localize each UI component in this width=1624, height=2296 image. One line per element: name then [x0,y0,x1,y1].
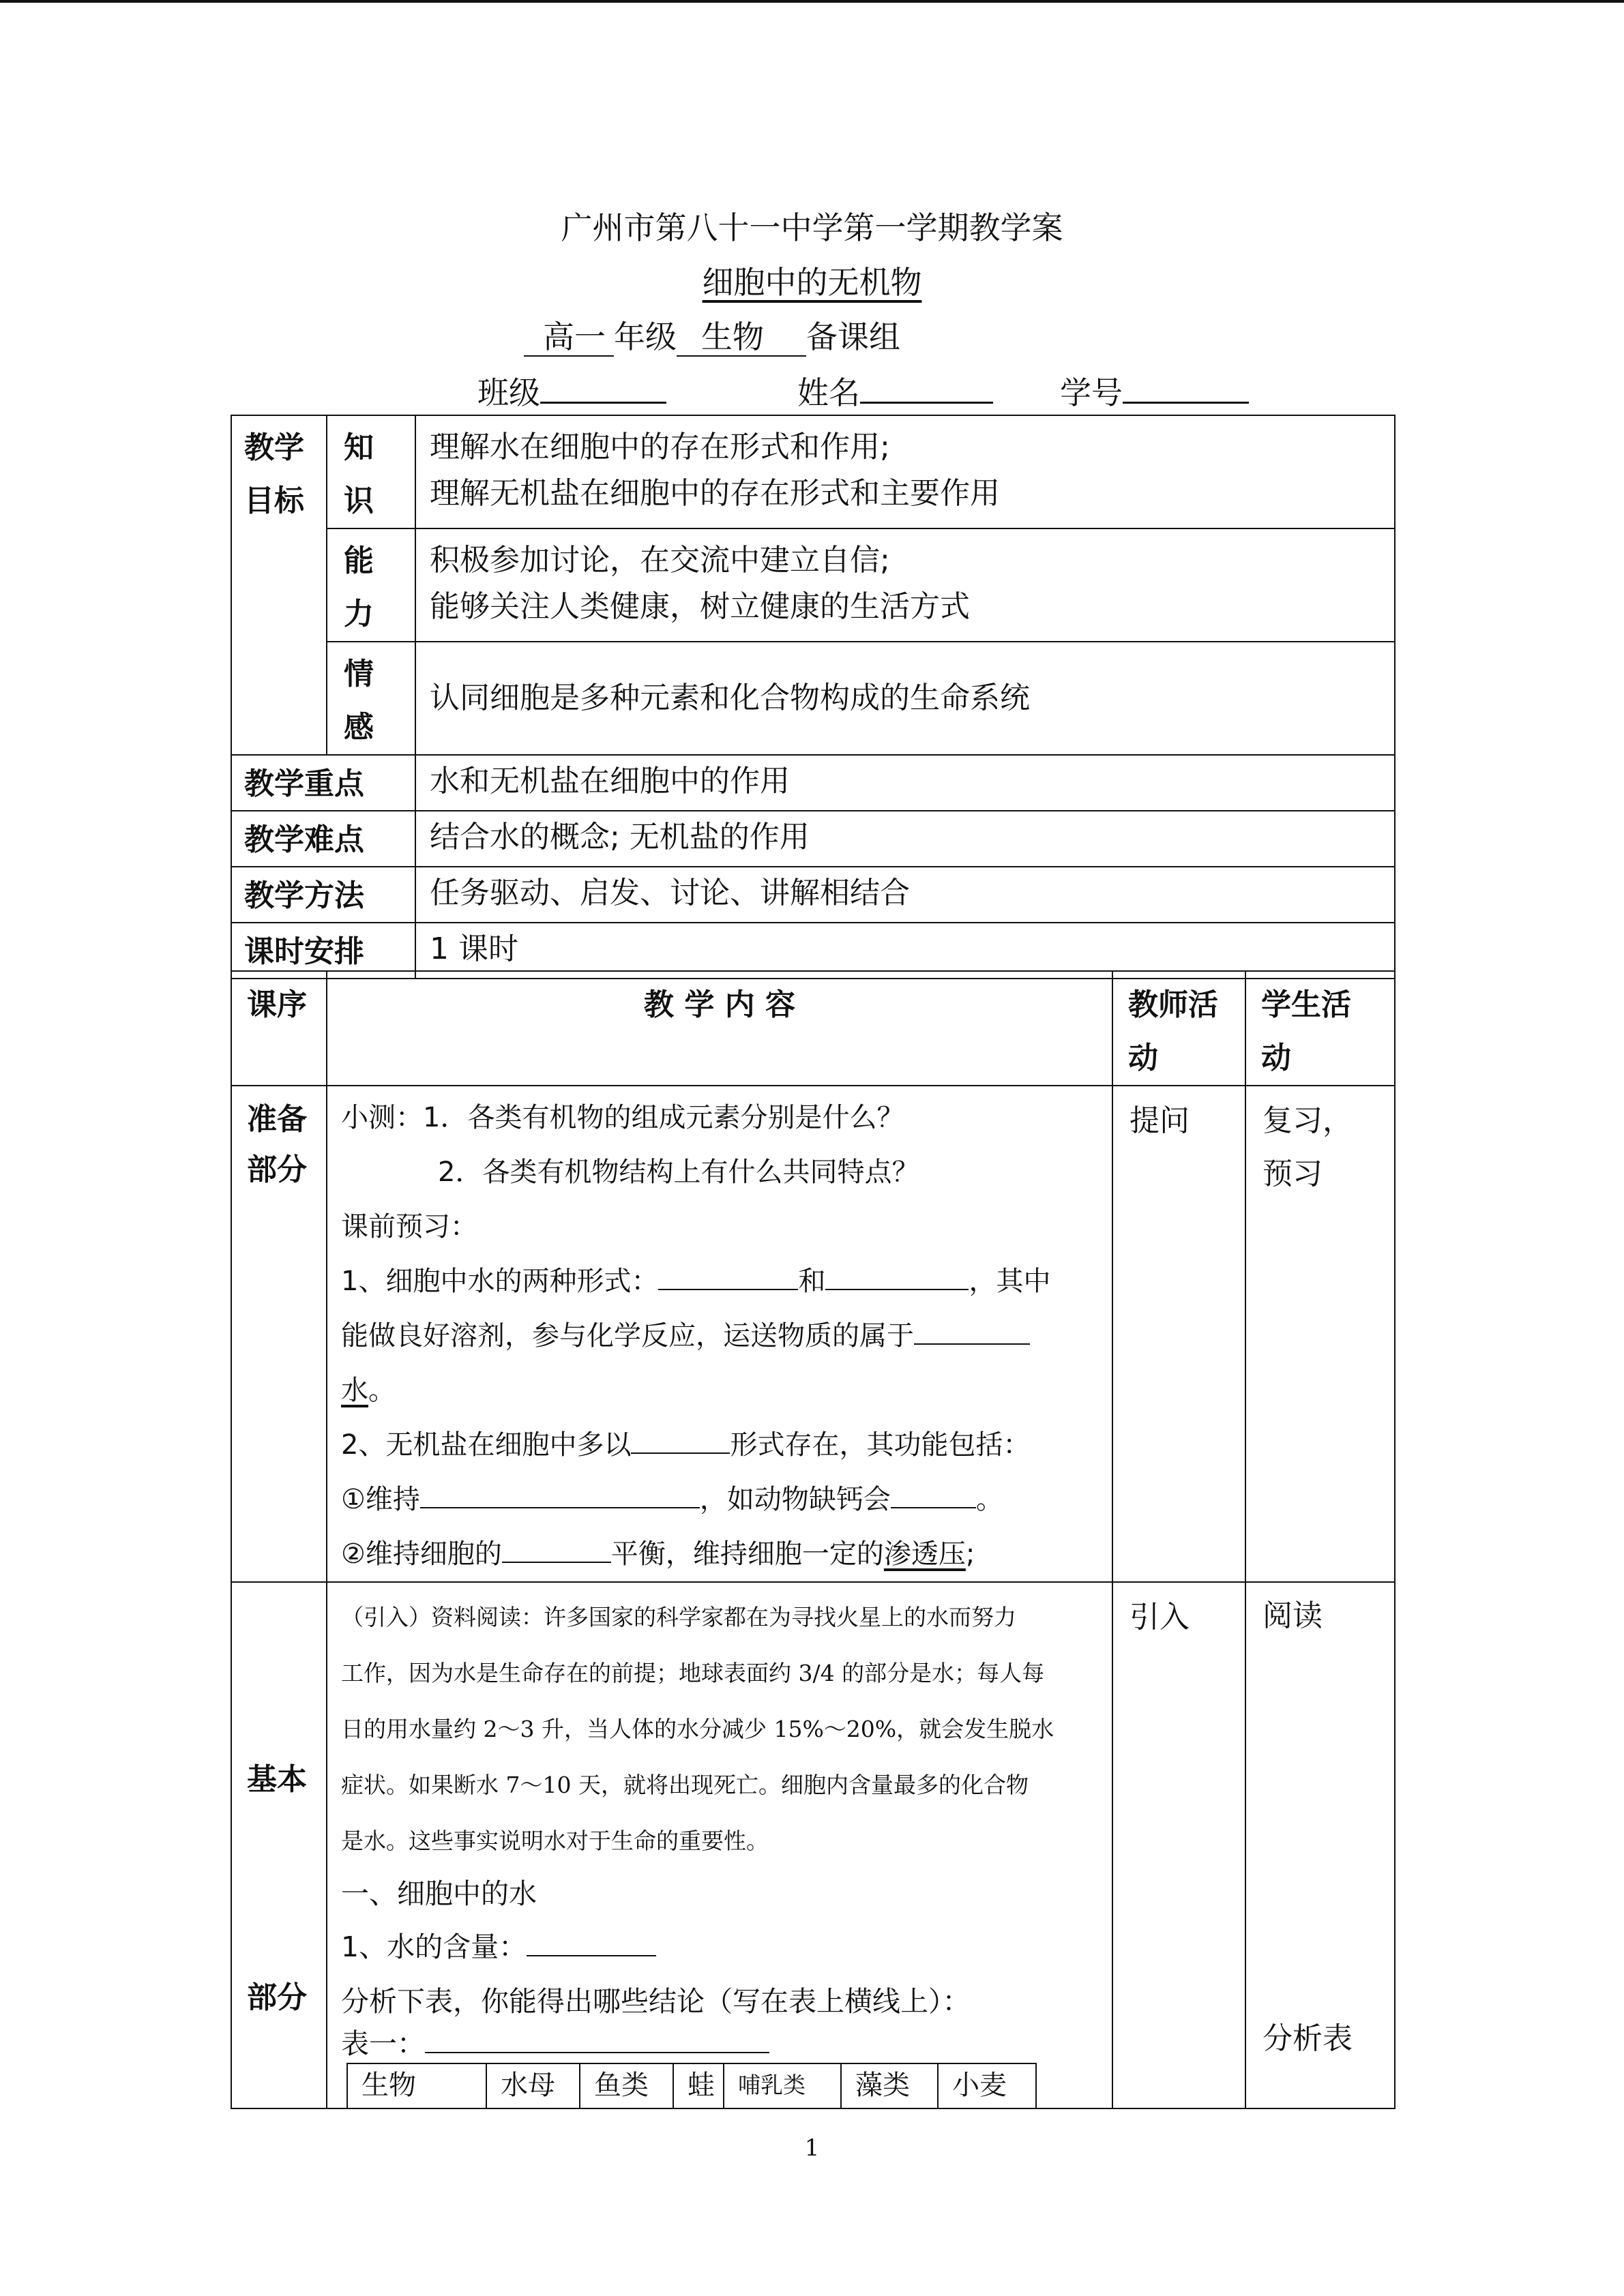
analyze-instruction: 分析下表，你能得出哪些结论（写在表上横线上）： [341,1985,971,2018]
subtable-cell: 哺乳类 [724,2063,841,2108]
blank-2[interactable] [825,1260,969,1290]
basic-label-cell [231,1582,327,2108]
col-order-header: 课序 [231,971,327,1086]
quiz-1: 小测：1．各类有机物的组成元素分别是什么？ [341,1102,904,1133]
subtable-cell: 藻类 [841,2063,938,2108]
objectives-label: 教学 目标 [231,415,327,755]
class-field[interactable] [540,374,666,404]
class-label: 班级 [477,374,540,411]
section-water-title: 一、细胞中的水 [341,1877,537,1910]
grade-line [524,312,900,357]
water-content-subtable [346,2063,1037,2108]
quiz-2: 2．各类有机物结构上有什么共同特点？ [438,1157,919,1188]
objectives-emotion-row [231,642,1395,755]
blank-3[interactable] [914,1315,1030,1345]
basic-label-bottom: 部分 [247,1980,307,2015]
table1-label-line: 表一： [341,2027,1106,2059]
blank-4[interactable] [631,1424,730,1454]
knowledge-text: 理解水在细胞中的存在形式和作用; 理解无机盐在细胞中的存在形式和主要作用 [415,415,1395,528]
preview-item-2: 2、无机盐在细胞中多以 形式存在，其功能包括： [341,1418,1105,1472]
col-teacher-header: 教师活 动 [1112,971,1245,1086]
col-content-header: 教 学 内 容 [327,971,1112,1086]
emotion-text: 认同细胞是多种元素和化合物构成的生命系统 [415,642,1395,755]
preview-item-1-end: 水。 [341,1375,396,1406]
name-label: 姓名 [797,374,860,411]
grade-suffix: 年级 [614,318,677,355]
preview-item-3: ①维持 ，如动物缺钙会 。 [341,1472,1105,1527]
school-title: 广州市第八十一中学第一学期教学案 [561,209,1063,246]
objectives-ability-row [231,528,1395,642]
lesson-plan-table [231,415,1396,979]
ability-label: 能 力 [327,528,415,642]
student-info-line [477,368,1249,413]
subtable-cell: 蛙 [673,2063,724,2108]
basic-row [231,1582,1395,2108]
subtable-cell: 鱼类 [580,2063,673,2108]
blank-water-content[interactable] [527,1926,656,1956]
basic-label-top: 基本 [247,1762,307,1797]
info-value: 水和无机盐在细胞中的作用 [415,755,1395,811]
info-label: 教学难点 [231,811,415,867]
preview-item-1: 1、细胞中水的两种形式： 和 ，其中 [341,1254,1105,1309]
subtable-cell: 小麦 [938,2063,1036,2108]
prep-row [231,1086,1395,1582]
prep-label: 准备 部分 [231,1086,327,1582]
lesson-title: 细胞中的无机物 [702,264,922,301]
name-field[interactable] [860,374,993,404]
info-row-focus [231,755,1395,811]
water-content-line: 1、水的含量： [341,1918,1106,1976]
info-row-difficulty [231,811,1395,867]
content-header-row [231,971,1395,1086]
blank-1[interactable] [658,1260,798,1290]
emotion-label: 情 感 [327,642,415,755]
info-label: 教学重点 [231,755,415,811]
basic-student-activity: 阅读 分析表 [1245,1582,1395,2108]
info-label: 课时安排 [231,923,415,979]
subtable-cell: 水母 [486,2063,580,2108]
basic-teacher-activity: 引入 [1112,1582,1245,2108]
subtable-cell: 生物 [347,2063,486,2108]
blank-7[interactable] [502,1533,611,1563]
knowledge-label: 知 识 [327,415,415,528]
preview-item-1-cont: 能做良好溶剂，参与化学反应，运送物质的属于 [341,1309,1105,1363]
info-label: 教学方法 [231,867,415,923]
top-border-line [0,0,1624,3]
prep-teacher-activity: 提问 [1112,1086,1245,1582]
objectives-knowledge-row [231,415,1395,528]
intro-paragraph: （引入）资料阅读：许多国家的科学家都在为寻找火星上的水而努力 工作，因为水是生命存在的前提；地球表面约 3/4 的部分是水；每人每 日的用水量约 2～3 升，当人体的水分减少 15%～20%，就会发生脱水 症状。如果断水 7～10 天，就将出现死亡。细胞内含量最多的化合物 是水。这些事实说明水对于生命的重要性。 [341,1604,1054,1854]
grade-value: 高一 [524,319,614,357]
lesson-content-table [231,970,1396,2109]
prep-content [327,1086,1112,1582]
info-value: 结合水的概念; 无机盐的作用 [415,811,1395,867]
prep-student-activity: 复习， 预习 [1245,1086,1395,1582]
basic-content [327,1582,1112,2108]
page-number: 1 [804,2134,820,2162]
blank-5[interactable] [420,1478,700,1508]
preview-title: 课前预习： [341,1211,477,1242]
info-value: 1 课时 [415,923,1395,979]
col-student-header: 学生活 动 [1245,971,1395,1086]
subject-suffix: 备课组 [806,318,900,355]
subject-value: 生物 [677,319,806,357]
preview-item-4: ②维持细胞的 平衡，维持细胞一定的渗透压; [341,1527,1105,1581]
info-value: 任务驱动、启发、讨论、讲解相结合 [415,867,1395,923]
id-label: 学号 [1060,374,1123,411]
id-field[interactable] [1123,374,1249,404]
info-row-method [231,867,1395,923]
blank-table1[interactable] [425,2027,769,2053]
blank-6[interactable] [891,1478,976,1508]
ability-text: 积极参加讨论，在交流中建立自信; 能够关注人类健康，树立健康的生活方式 [415,528,1395,642]
